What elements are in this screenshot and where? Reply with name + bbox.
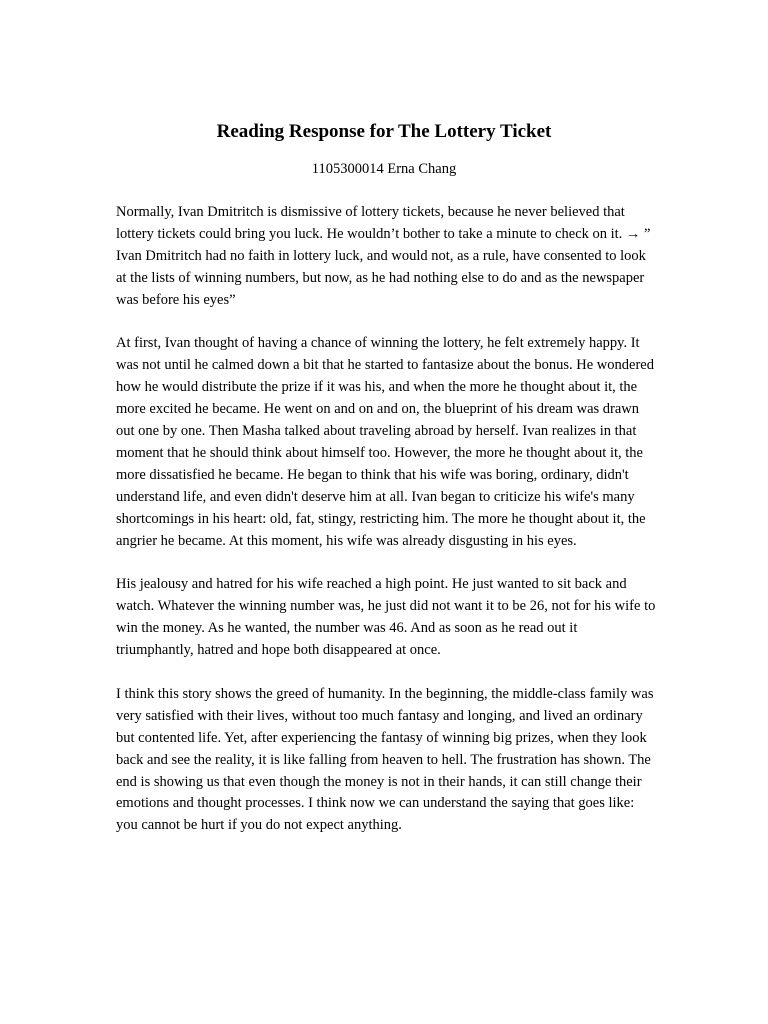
paragraph: I think this story shows the greed of humanity. In the beginning, the middle-class family was very satisfied with their lives, without too much fantasy and longing, and lived an ordinary but contented life. Yet, after experiencing the fantasy of winning big prizes, when they look back and see the reality, it is like falling from heaven to hell. The frustration has shown. The end is showing us that even though the money is not in their hands, it can still change their emotions and thought processes. I think now we can understand the saying that goes like: you cannot be hurt if you do not expect anything. [116,685,654,834]
paragraph: At first, Ivan thought of having a chance of winning the lottery, he felt extremely happy. It was not until he calmed down a bit that he started to fantasize about the bonus. He wondered how he would distribute the prize if it was his, and when the more he thought about it, the more excited he became. He went on and on and on, the blueprint of his dream was drawn out one by one. Then Masha talked about traveling abroad by herself. Ivan realizes in that moment that he should think about himself too. However, the more he thought about it, the more dissatisfied he became. He began to think that his wife was boring, ordinary, didn't understand life, and even didn't deserve him at all. Ivan began to criticize his wife's many shortcomings in his heart: old, fat, stingy, restricting him. The more he thought about it, the angrier he became. At this moment, his wife was already disgusting in his eyes. [116,335,654,549]
author-line: 1105300014 Erna Chang [311,161,457,177]
paragraph: Normally, Ivan Dmitritch is dismissive of lottery tickets, because he never believed that lottery tickets could bring you luck. He wouldn’t bother to take a minute to check on it. → ” Ivan Dmitritch had no faith in lottery luck, and would not, as a rule, have consented to look at the lists of winning numbers, but now, as he had nothing else to do and as the newspaper was before his eyes” [116,204,651,308]
paragraph: His jealousy and hatred for his wife reached a high point. He just wanted to sit back and watch. Whatever the winning number was, he just did not want it to be 26, not for his wife to win the money. As he wanted, the number was 46. And as soon as he read out it triumphantly, hatred and hope both disappeared at once. [116,576,656,659]
page-title: Reading Response for The Lottery Ticket [216,121,552,142]
document-body [116,202,656,859]
